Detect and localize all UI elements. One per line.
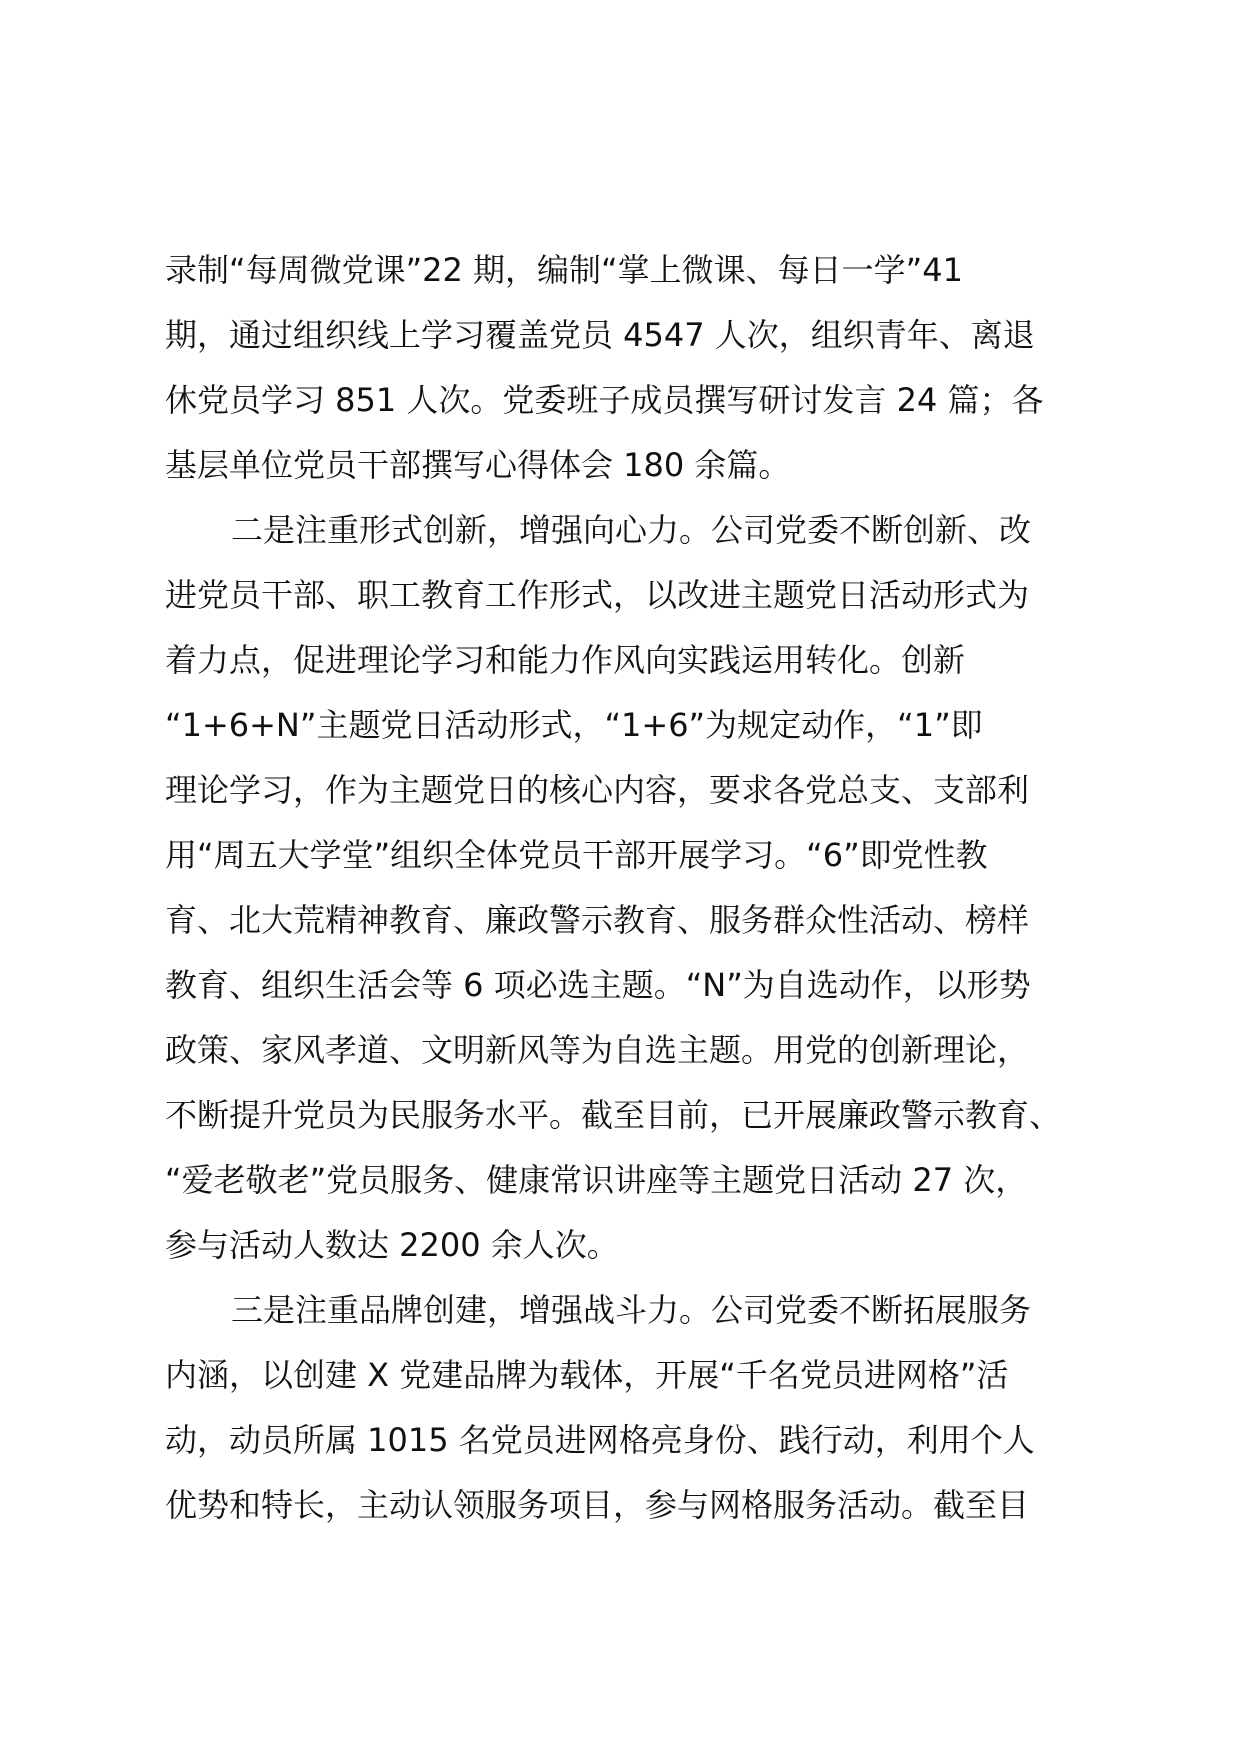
text-line: 着力点，促进理论学习和能力作风向实践运用转化。创新	[165, 641, 966, 679]
text-line: 教育、组织生活会等 6 项必选主题。“N”为自选动作，以形势	[165, 966, 1031, 1004]
text-line: 动，动员所属 1015 名党员进网格亮身份、践行动，利用个人	[165, 1421, 1035, 1459]
paragraph-start-line: 三是注重品牌创建，增强战斗力。公司党委不断拓展服务	[231, 1291, 1032, 1329]
paragraph-start-line: 二是注重形式创新，增强向心力。公司党委不断创新、改	[231, 511, 1032, 549]
text-line: 基层单位党员干部撰写心得体会 180 余篇。	[165, 446, 791, 484]
text-line: 内涵，以创建 X 党建品牌为载体，开展“千名党员进网格”活	[165, 1356, 1009, 1394]
text-line: “爱老敬老”党员服务、健康常识讲座等主题党日活动 27 次，	[165, 1161, 1028, 1199]
body-text	[165, 238, 1085, 1538]
text-line: 理论学习，作为主题党日的核心内容，要求各党总支、支部利	[165, 771, 1030, 809]
text-line: 优势和特长，主动认领服务项目，参与网格服务活动。截至目	[165, 1486, 1030, 1524]
text-line: 休党员学习 851 人次。党委班子成员撰写研讨发言 24 篇；各	[165, 381, 1044, 419]
text-line: 进党员干部、职工教育工作形式，以改进主题党日活动形式为	[165, 576, 1030, 614]
text-line: 政策、家风孝道、文明新风等为自选主题。用党的创新理论，	[165, 1031, 1030, 1069]
text-line: 不断提升党员为民服务水平。截至目前，已开展廉政警示教育、	[165, 1096, 1062, 1134]
text-line: 育、北大荒精神教育、廉政警示教育、服务群众性活动、榜样	[165, 901, 1030, 939]
text-line: “1+6+N”主题党日活动形式，“1+6”为规定动作，“1”即	[165, 706, 983, 744]
text-line: 用“周五大学堂”组织全体党员干部开展学习。“6”即党性教	[165, 836, 988, 874]
text-line: 录制“每周微党课”22 期，编制“掌上微课、每日一学”41	[165, 251, 963, 289]
text-line: 参与活动人数达 2200 余人次。	[165, 1226, 619, 1264]
text-line: 期，通过组织线上学习覆盖党员 4547 人次，组织青年、离退	[165, 316, 1035, 354]
